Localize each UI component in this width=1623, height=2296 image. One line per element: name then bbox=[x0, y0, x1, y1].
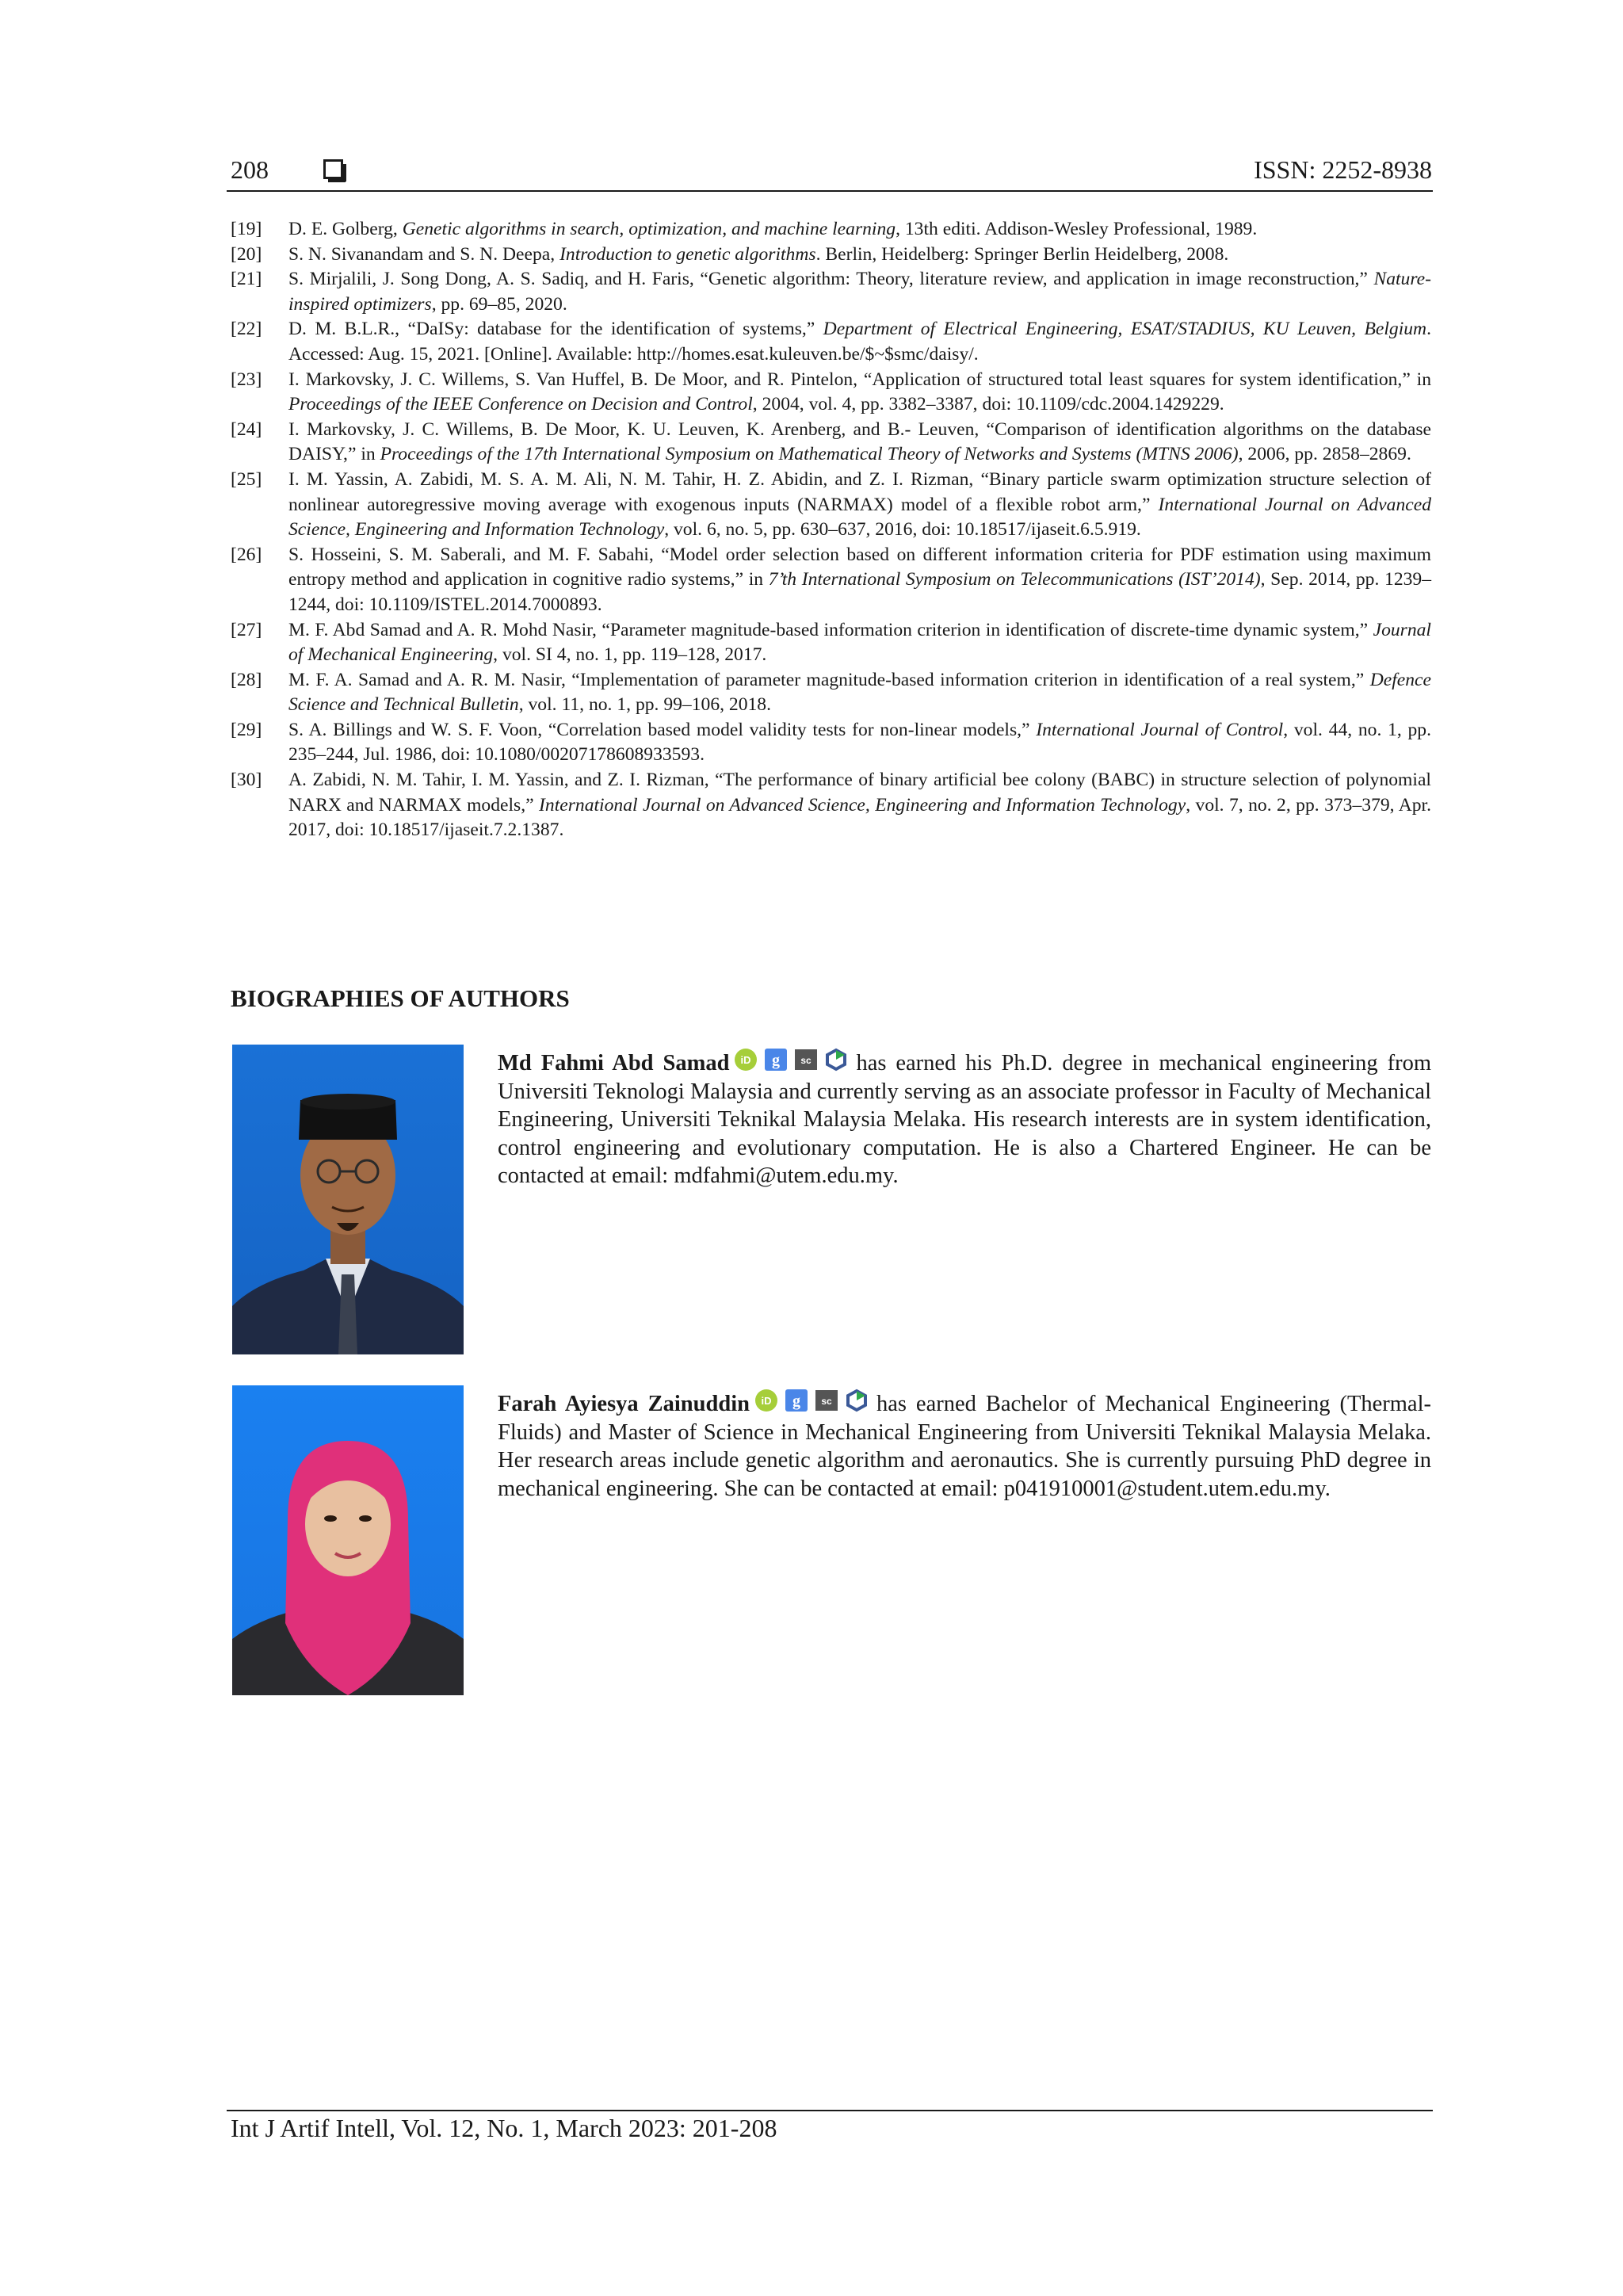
reference-title: Genetic algorithms in search, optimization, and machine learning bbox=[402, 219, 896, 239]
page-number: 208 bbox=[231, 155, 269, 184]
reference-segment: I. Markovsky, J. C. Willems, S. Van Huffel, B. De Moor, and R. Pintelon, “Application of structured total least squares for system identification,” in bbox=[288, 369, 1431, 390]
scopus-icon[interactable] bbox=[794, 1048, 818, 1072]
reference-item bbox=[231, 368, 1431, 418]
author-name-1: Md Fahmi Abd Samad bbox=[498, 1051, 730, 1075]
reference-segment: S. N. Sivanandam and S. N. Deepa, bbox=[288, 243, 560, 265]
reference-segment: S. Mirjalili, J. Song Dong, A. S. Sadiq, and H. Faris, “Genetic algorithm: Theory, literature review, and application in image reconstruction,” bbox=[288, 269, 1374, 290]
reference-number: [28] bbox=[231, 669, 262, 690]
reference-text bbox=[288, 543, 1431, 618]
reference-item bbox=[231, 718, 1431, 768]
reference-number: [21] bbox=[231, 269, 262, 290]
reference-number: [20] bbox=[231, 243, 262, 265]
reference-text bbox=[288, 768, 1431, 843]
reference-number: [26] bbox=[231, 544, 262, 565]
publons-icon[interactable] bbox=[824, 1048, 848, 1072]
reference-segment: D. M. B.L.R., “DaISy: database for the identification of systems,” bbox=[288, 319, 823, 340]
author-photo-1 bbox=[232, 1045, 464, 1354]
google-scholar-icon[interactable] bbox=[764, 1048, 788, 1072]
reference-list bbox=[231, 217, 1431, 843]
reference-title: International Journal on Advanced Science, Engineering and Information Technology bbox=[288, 494, 1431, 541]
reference-item bbox=[231, 217, 1431, 243]
svg-text:g: g bbox=[772, 1052, 781, 1069]
reference-item bbox=[231, 468, 1431, 543]
reference-title: Introduction to genetic algorithms bbox=[559, 243, 816, 265]
reference-segment: , Sep. 2014, pp. 1239–1244, doi: 10.1109/ISTEL.2014.7000893. bbox=[288, 569, 1432, 615]
reference-number: [22] bbox=[231, 319, 262, 340]
reference-item bbox=[231, 267, 1431, 317]
reference-segment: , vol. 44, no. 1, pp. 235–244, Jul. 1986, doi: 10.1080/00207178608933593. bbox=[288, 719, 1431, 766]
reference-segment: S. Hosseini, S. M. Saberali, and M. F. Sabahi, “Model order selection based on different information criteria for PDF estimation using maximum entropy method and application in cognitive radio systems,” in bbox=[288, 544, 1431, 590]
header-rule bbox=[227, 190, 1433, 192]
orcid-icon[interactable] bbox=[734, 1048, 758, 1072]
reference-text bbox=[288, 243, 1431, 268]
reference-title: Nature-inspired optimizers bbox=[288, 269, 1431, 315]
author-name-2: Farah Ayiesya Zainuddin bbox=[498, 1392, 750, 1416]
reference-text bbox=[288, 368, 1431, 418]
reference-segment: , 2006, pp. 2858–2869. bbox=[1238, 444, 1411, 465]
reference-segment: . Accessed: Aug. 15, 2021. [Online]. Available: http://homes.esat.kuleuven.be/$~$smc/daisy/. bbox=[288, 319, 1432, 365]
footer-citation: Int J Artif Intell, Vol. 12, No. 1, March 2023: 201-208 bbox=[231, 2114, 777, 2142]
reference-item bbox=[231, 768, 1431, 843]
reference-item bbox=[231, 543, 1431, 618]
issn: ISSN: 2252-8938 bbox=[1254, 155, 1432, 184]
reference-number: [27] bbox=[231, 619, 262, 640]
reference-item bbox=[231, 243, 1431, 268]
svg-text:iD: iD bbox=[761, 1395, 772, 1407]
reference-item bbox=[231, 418, 1431, 468]
reference-number: [19] bbox=[231, 219, 262, 239]
svg-text:sc: sc bbox=[800, 1055, 812, 1066]
reference-title: Proceedings of the IEEE Conference on Decision and Control bbox=[288, 394, 753, 415]
footer-rule bbox=[227, 2110, 1433, 2111]
reference-number: [25] bbox=[231, 468, 262, 490]
reference-number: [24] bbox=[231, 418, 262, 440]
reference-title: International Journal on Advanced Science, Engineering and Information Technology bbox=[539, 794, 1186, 816]
svg-text:g: g bbox=[792, 1392, 800, 1410]
reference-text bbox=[288, 718, 1431, 768]
author-text-1: has earned his Ph.D. degree in mechanical engineering from Universiti Teknologi Malaysia and currently serving as an associate professor in Faculty of Mechanical Engineering, Universiti Teknikal Malaysia Melaka. His research interests are in system identification, control engineering and evolutionary computation. He is also a Chartered Engineer. He can be contacted at email: mdfahmi@utem.edu.my. bbox=[498, 1051, 1431, 1189]
reference-segment: , vol. 6, no. 5, pp. 630–637, 2016, doi: 10.18517/ijaseit.6.5.919. bbox=[664, 519, 1141, 541]
reference-segment: S. A. Billings and W. S. F. Voon, “Correlation based model validity tests for non-linear models,” bbox=[288, 719, 1037, 740]
google-scholar-icon[interactable] bbox=[785, 1389, 808, 1412]
reference-title: Department of Electrical Engineering, ESAT/STADIUS, KU Leuven, Belgium bbox=[823, 319, 1427, 340]
reference-segment: I. M. Yassin, A. Zabidi, M. S. A. M. Ali, N. M. Tahir, H. Z. Abidin, and Z. I. Rizman, “Binary particle swarm optimization structure selection of nonlinear autoregressive moving average with exogenous inputs (NARMAX) model of a flexible robot arm,” bbox=[288, 468, 1431, 515]
reference-title: Defence Science and Technical Bulletin bbox=[288, 669, 1431, 716]
reference-title: 7’th International Symposium on Telecommunications (IST’2014) bbox=[768, 569, 1261, 590]
reference-item bbox=[231, 618, 1431, 668]
reference-number: [29] bbox=[231, 719, 262, 740]
reference-title: International Journal of Control bbox=[1036, 719, 1284, 740]
reference-number: [30] bbox=[231, 770, 262, 791]
reference-segment: D. E. Golberg, bbox=[288, 219, 403, 239]
scopus-icon[interactable] bbox=[815, 1389, 838, 1412]
reference-segment: , 13th editi. Addison-Wesley Professional, 1989. bbox=[896, 219, 1258, 239]
biographies-heading: BIOGRAPHIES OF AUTHORS bbox=[231, 984, 570, 1012]
reference-segment: M. F. A. Samad and A. R. M. Nasir, “Implementation of parameter magnitude-based information criterion in identification of a real system,” bbox=[288, 669, 1370, 690]
reference-segment: . Berlin, Heidelberg: Springer Berlin Heidelberg, 2008. bbox=[815, 243, 1229, 265]
reference-title: Journal of Mechanical Engineering bbox=[288, 619, 1431, 666]
reference-segment: , vol. 7, no. 2, pp. 373–379, Apr. 2017, doi: 10.18517/ijaseit.7.2.1387. bbox=[288, 794, 1431, 841]
svg-text:iD: iD bbox=[740, 1054, 751, 1066]
reference-text bbox=[288, 418, 1431, 468]
reference-segment: , 2004, vol. 4, pp. 3382–3387, doi: 10.1109/cdc.2004.1429229. bbox=[752, 394, 1224, 415]
author-photo-2 bbox=[232, 1385, 464, 1695]
reference-text bbox=[288, 668, 1431, 718]
reference-text bbox=[288, 317, 1431, 367]
reference-segment: M. F. Abd Samad and A. R. Mohd Nasir, “Parameter magnitude-based information criterion in identification of discrete-time dynamic system,” bbox=[288, 619, 1373, 640]
publons-icon[interactable] bbox=[845, 1389, 869, 1412]
orcid-icon[interactable] bbox=[754, 1389, 778, 1412]
author-bio-1 bbox=[498, 1048, 1431, 1190]
profile-icons-1 bbox=[734, 1048, 848, 1072]
reference-segment: , pp. 69–85, 2020. bbox=[431, 293, 567, 315]
reference-text bbox=[288, 618, 1431, 668]
svg-text:sc: sc bbox=[821, 1396, 832, 1407]
reference-number: [23] bbox=[231, 369, 262, 390]
reference-title: Proceedings of the 17th International Symposium on Mathematical Theory of Networks and Systems (MTNS 2006) bbox=[380, 444, 1239, 465]
author-text-2: has earned Bachelor of Mechanical Engineering (Thermal-Fluids) and Master of Science in Mechanical Engineering from Universiti Teknikal Malaysia Melaka. Her research areas include genetic algorithm and aeronautics. She is currently pursuing PhD degree in mechanical engineering. She can be contacted at email: p041910001@student.utem.edu.my. bbox=[498, 1392, 1431, 1501]
reference-item bbox=[231, 668, 1431, 718]
profile-icons-2 bbox=[754, 1389, 869, 1412]
reference-segment: , vol. SI 4, no. 1, pp. 119–128, 2017. bbox=[493, 644, 767, 666]
reference-item bbox=[231, 317, 1431, 367]
author-bio-2 bbox=[498, 1389, 1431, 1503]
reference-segment: I. Markovsky, J. C. Willems, B. De Moor, K. U. Leuven, K. Arenberg, and B.- Leuven, “Comparison of identification algorithms on the database DAISY,” in bbox=[288, 418, 1431, 465]
header-box-icon bbox=[323, 159, 343, 179]
reference-text bbox=[288, 217, 1431, 243]
reference-text bbox=[288, 267, 1431, 317]
reference-segment: A. Zabidi, N. M. Tahir, I. M. Yassin, and Z. I. Rizman, “The performance of binary artificial bee colony (BABC) in structure selection of polynomial NARX and NARMAX models,” bbox=[288, 770, 1431, 816]
reference-segment: , vol. 11, no. 1, pp. 99–106, 2018. bbox=[518, 694, 771, 716]
reference-text bbox=[288, 468, 1431, 543]
